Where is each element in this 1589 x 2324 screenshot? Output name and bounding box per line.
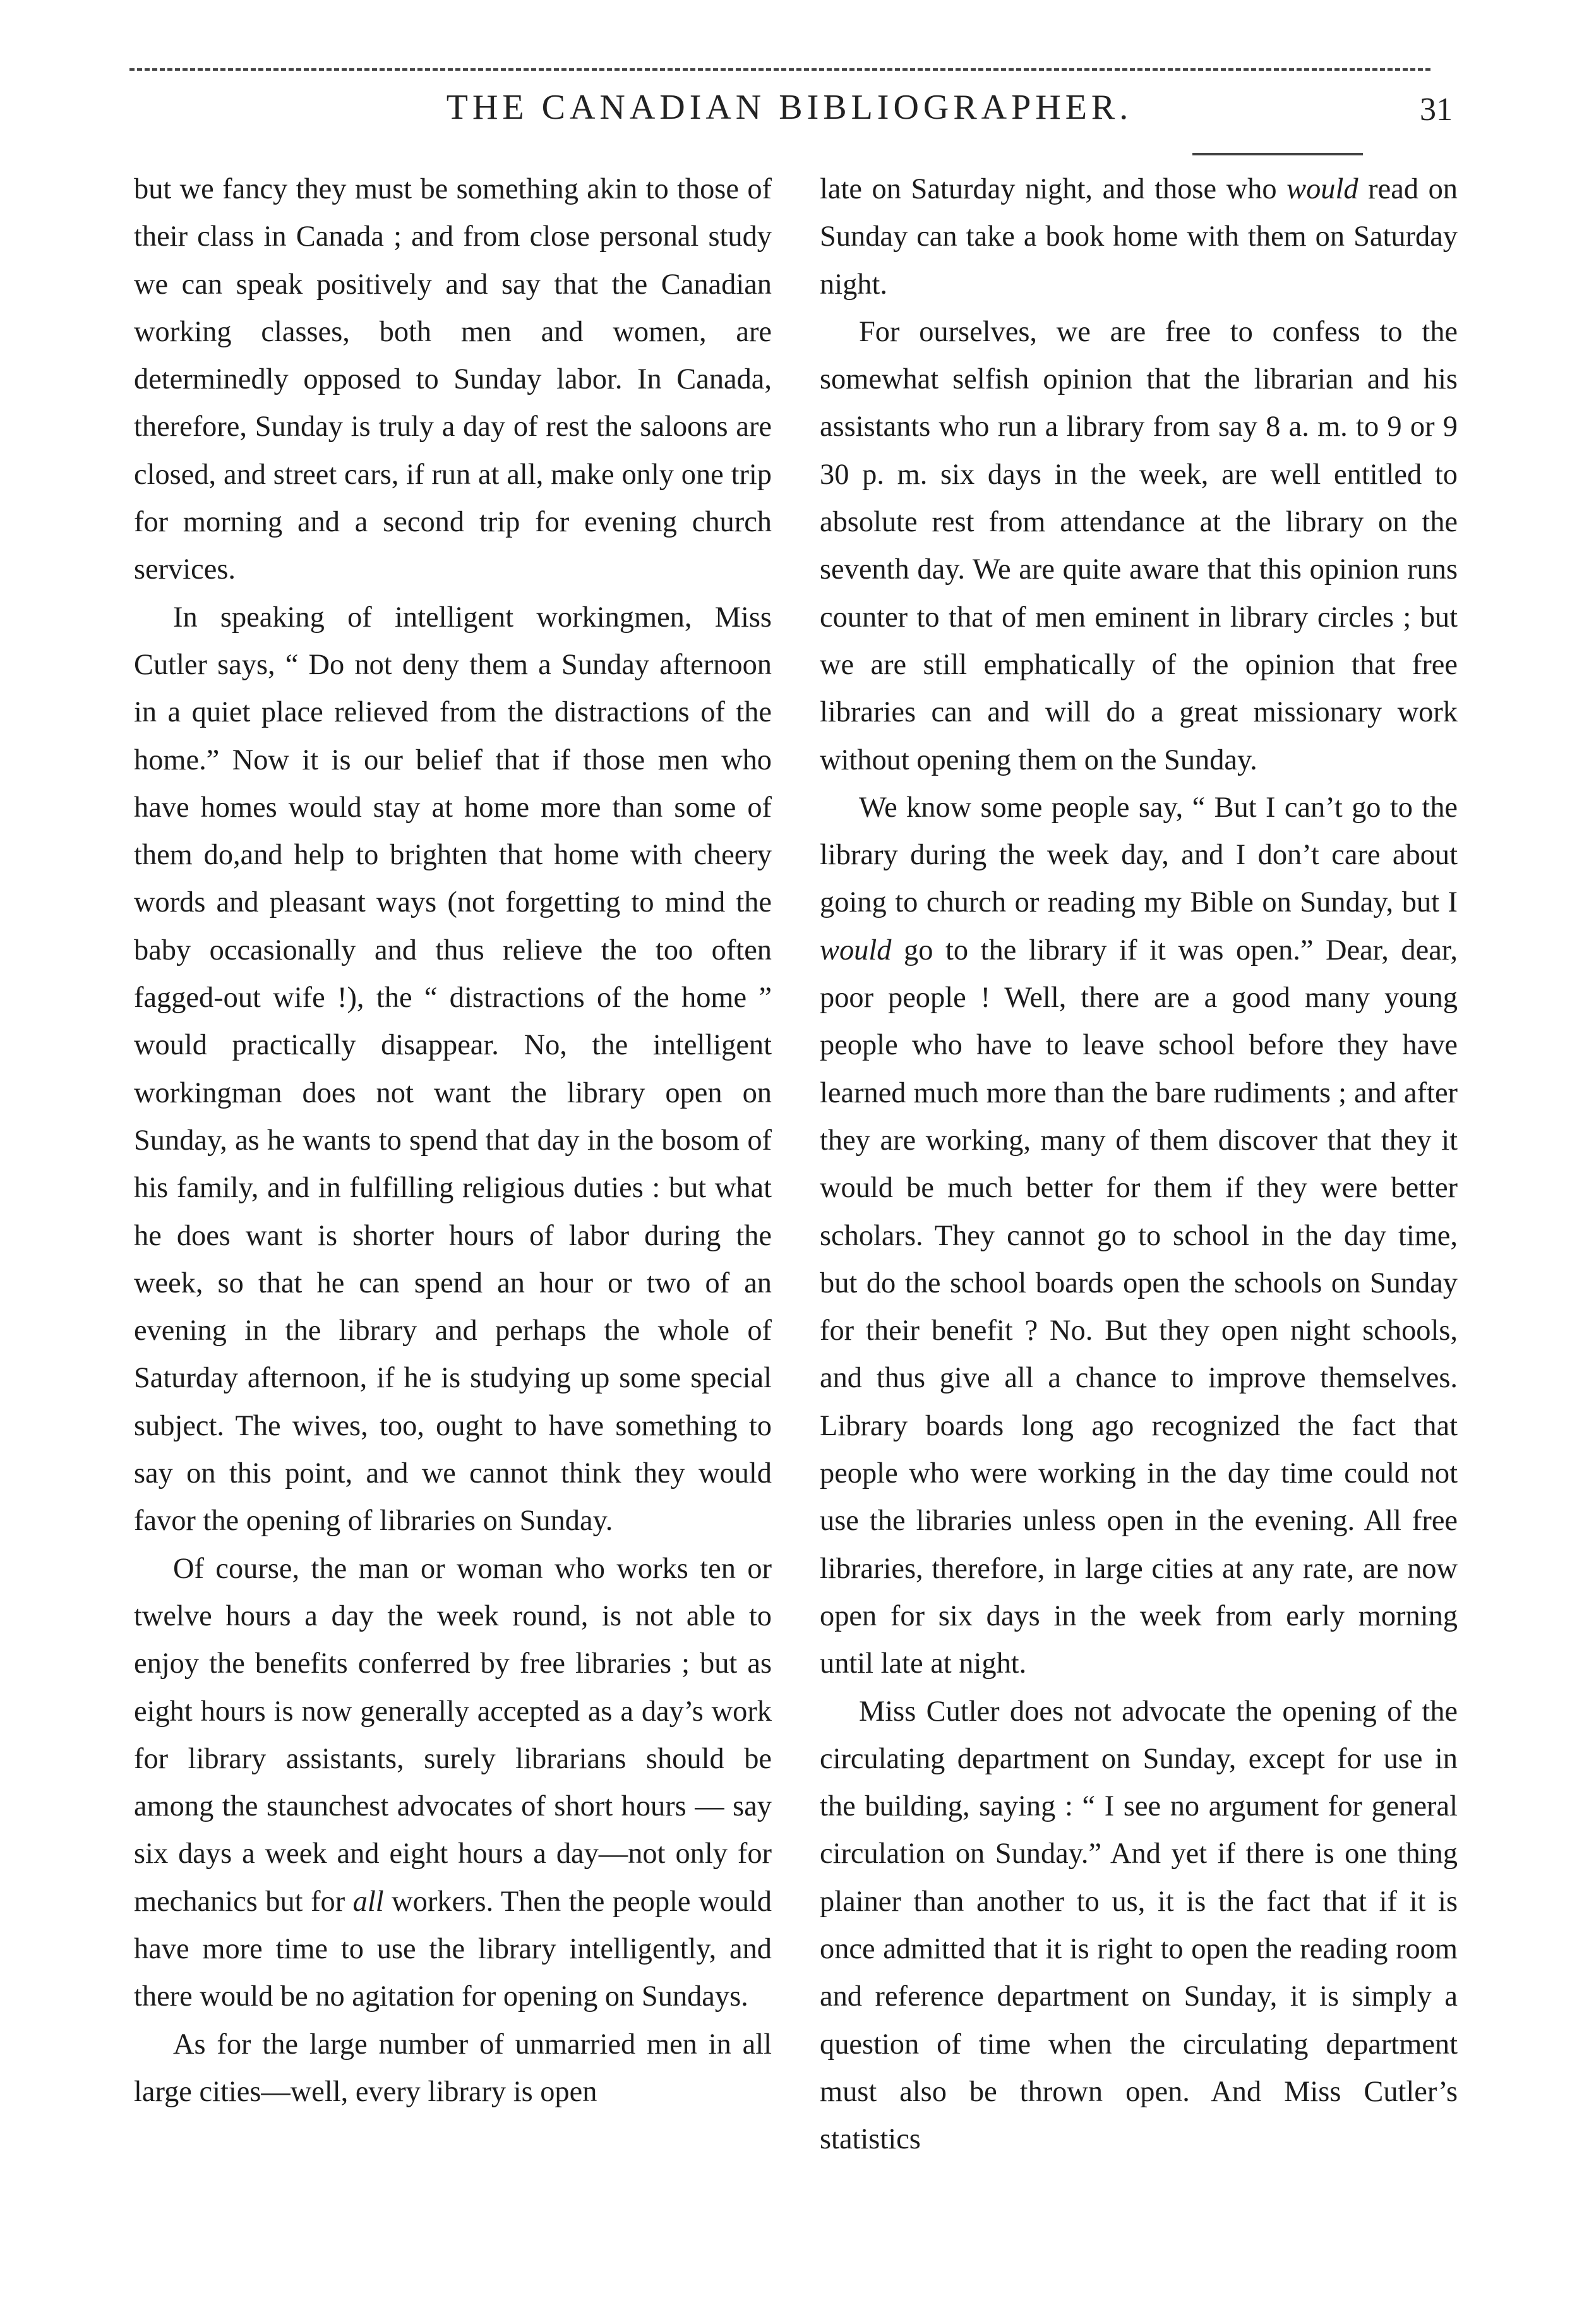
paragraph: [134, 166, 772, 594]
page-number: 31: [1420, 92, 1453, 128]
paragraph-text: Miss Cutler does not advocate the opening of the circulating department on Sunday, except for use in the building, saying : “ I see no argument for general circulation on Sunday.” And yet if there is one thing plainer than another to us, it is the fact that if it is once admitted that it is right to open the reading room and reference department on Sunday, it is simply a question of time when the circulating department must also be thrown open. And Miss Cutler’s statistics: [820, 1695, 1458, 2156]
paragraph-text: late on Saturday night, and those who: [820, 173, 1287, 205]
left-column: [134, 166, 772, 2116]
paragraph-text: In speaking of intelligent workingmen, Miss Cutler says, “ Do not deny them a Sunday afternoon in a quiet place relieved from the distractions of the home.” Now it is our belief that if those men who have homes would stay at home more than some of them do,and help to brighten that home with cheery words and pleasant ways (not forgetting to mind the baby occasionally and thus relieve the too often fagged-out wife !), the “ distractions of the home ” would practically disappear. No, the intelligent workingman does not want the library open on Sunday, as he wants to spend that day in the bosom of his family, and in fulfilling religious duties : but what he does want is shorter hours of labor during the week, so that he can spend an hour or two of an evening in the library and perhaps the whole of Saturday afternoon, if he is studying up some special subject. The wives, too, ought to have something to say on this point, and we cannot think they would favor the opening of libraries on Sunday.: [134, 601, 772, 1538]
paragraph-text: but we fancy they must be something akin to those of their class in Canada ; and from close personal study we can speak positively and say that the Canadian working classes, both men and women, are determinedly opposed to Sunday labor. In Canada, therefore, Sunday is truly a day of rest the saloons are closed, and street cars, if run at all, make only one trip for morning and a second trip for evening church services.: [134, 173, 772, 586]
running-title: THE CANADIAN BIBLIOGRAPHER.: [446, 88, 1133, 127]
paragraph: [820, 166, 1458, 308]
paragraph: [134, 594, 772, 1545]
paragraph-text: workers. Then the people would have more time to use the library intelligently, and there would be no agitation for opening on Sundays.: [134, 1885, 772, 2013]
paragraph-text: read on Sunday can take a book home with them on Saturday night.: [820, 173, 1458, 301]
paragraph: [134, 1545, 772, 2021]
paragraph-text: We know some people say, “ But I can’t go to the library during the week day, and I don’t care about going to church or reading my Bible on Sunday, but I: [820, 791, 1458, 919]
right-column: [820, 166, 1458, 2163]
paragraph: [820, 784, 1458, 1688]
italic-text: all: [352, 1885, 384, 1918]
paragraph: [820, 1688, 1458, 2164]
paragraph: [820, 308, 1458, 784]
italic-text: would: [820, 934, 892, 966]
paragraph-text: As for the large number of unmarried men in all large cities—well, every library is open: [134, 2028, 772, 2108]
italic-text: would: [1286, 173, 1358, 205]
folio-rule: [1192, 153, 1363, 155]
paragraph-text: Of course, the man or woman who works ten or twelve hours a day the week round, is not able to enjoy the benefits conferred by free libraries ; but as eight hours is now generally accepted as a day’s work for library assistants, surely librarians should be among the staunchest advocates of short hours — say six days a week and eight hours a day—not only for mechanics but for: [134, 1552, 772, 1918]
header-top-rule: [129, 68, 1430, 71]
paragraph: [134, 2021, 772, 2116]
paragraph-text: For ourselves, we are free to confess to the somewhat selfish opinion that the librarian and his assistants who run a library from say 8 a. m. to 9 or 9 30 p. m. six days in the week, are well entitled to absolute rest from attendance at the library on the seventh day. We are quite aware that this opinion runs counter to that of men eminent in library circles ; but we are still emphatically of the opinion that free libraries can and will do a great missionary work without opening them on the Sunday.: [820, 315, 1458, 776]
paragraph-text: go to the library if it was open.” Dear, dear, poor people ! Well, there are a good many young people who have to leave school before they have learned much more than the bare rudiments ; and after they are working, many of them discover that they it would be much better for them if they were better scholars. They cannot go to school in the day time, but do the school boards open the schools on Sunday for their benefit ? No. But they open night schools, and thus give all a chance to improve themselves. Library boards long ago recognized the fact that people who were working in the day time could not use the libraries unless open in the evening. All free libraries, therefore, in large cities at any rate, are now open for six days in the week from early morning until late at night.: [820, 934, 1458, 1680]
running-head: [126, 87, 1453, 138]
